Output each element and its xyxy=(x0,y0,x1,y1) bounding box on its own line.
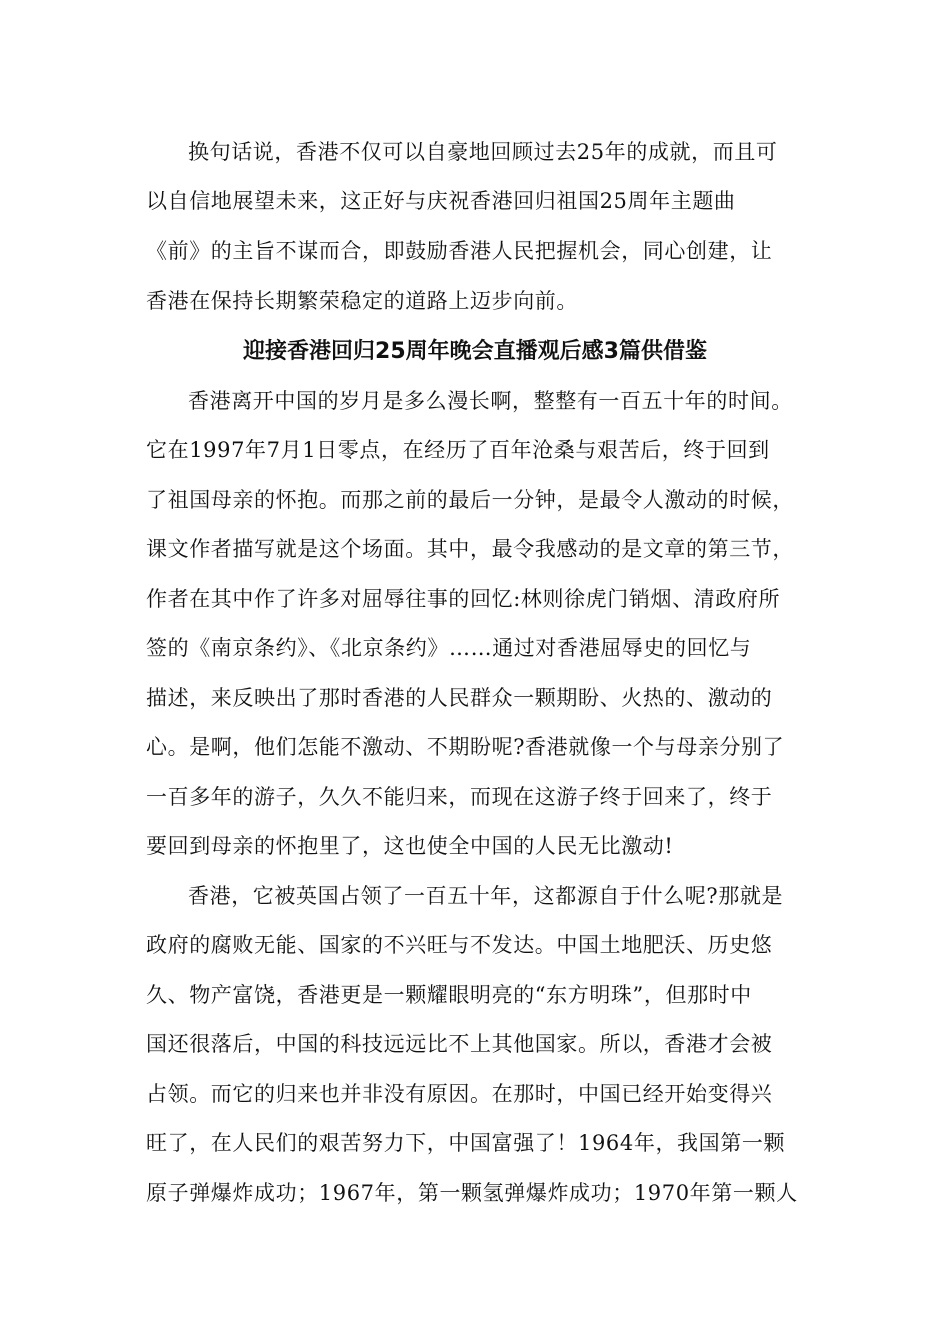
p2-line-1: 香港，它被英国占领了一百五十年，这都源自于什么呢?那就是 xyxy=(188,884,784,908)
p1-line-2: 它在1997年7月1日零点，在经历了百年沧桑与艰苦后，终于回到 xyxy=(146,438,770,462)
p2-line-3: 久、物产富饶，香港更是一颗耀眼明亮的“东方明珠”，但那时中 xyxy=(146,983,752,1007)
intro-line-2: 以自信地展望未来，这正好与庆祝香港回归祖国25周年主题曲 xyxy=(146,189,736,213)
p2-line-2: 政府的腐败无能、国家的不兴旺与不发达。中国土地肥沃、历史悠 xyxy=(146,933,773,957)
p1-line-10: 要回到母亲的怀抱里了，这也使全中国的人民无比激动! xyxy=(146,834,674,858)
p1-line-6: 签的《南京条约》、《北京条约》……通过对香港屈辱史的回忆与 xyxy=(146,636,752,660)
p2-line-4: 国还很落后，中国的科技远远比不上其他国家。所以，香港才会被 xyxy=(146,1032,773,1056)
p2-line-6: 旺了，在人民们的艰苦努力下，中国富强了！1964年，我国第一颗 xyxy=(146,1131,786,1155)
p1-line-8: 心。是啊，他们怎能不激动、不期盼呢?香港就像一个与母亲分别了 xyxy=(146,735,785,759)
intro-line-3: 《前》的主旨不谋而合，即鼓励香港人民把握机会，同心创建，让 xyxy=(146,239,773,263)
p1-line-9: 一百多年的游子，久久不能归来，而现在这游子终于回来了，终于 xyxy=(146,785,773,809)
p1-line-1: 香港离开中国的岁月是多么漫长啊，整整有一百五十年的时间。 xyxy=(188,389,793,413)
p1-line-4: 课文作者描写就是这个场面。其中，最令我感动的是文章的第三节， xyxy=(146,537,794,561)
article-title: 迎接香港回归25周年晚会直播观后感3篇供借鉴 xyxy=(243,339,707,364)
p1-line-5: 作者在其中作了许多对屈辱往事的回忆:林则徐虎门销烟、清政府所 xyxy=(146,587,781,611)
intro-line-4: 香港在保持长期繁荣稳定的道路上迈步向前。 xyxy=(146,289,578,313)
p2-line-5: 占领。而它的归来也并非没有原因。在那时，中国已经开始变得兴 xyxy=(146,1082,773,1106)
p1-line-3: 了祖国母亲的怀抱。而那之前的最后一分钟，是最令人激动的时候， xyxy=(146,488,794,512)
intro-line-1: 换句话说，香港不仅可以自豪地回顾过去25年的成就，而且可 xyxy=(188,140,778,164)
p1-line-7: 描述，来反映出了那时香港的人民群众一颗期盼、火热的、激动的 xyxy=(146,686,773,710)
p2-line-7: 原子弹爆炸成功；1967年，第一颗氢弹爆炸成功；1970年第一颗人 xyxy=(146,1181,798,1205)
